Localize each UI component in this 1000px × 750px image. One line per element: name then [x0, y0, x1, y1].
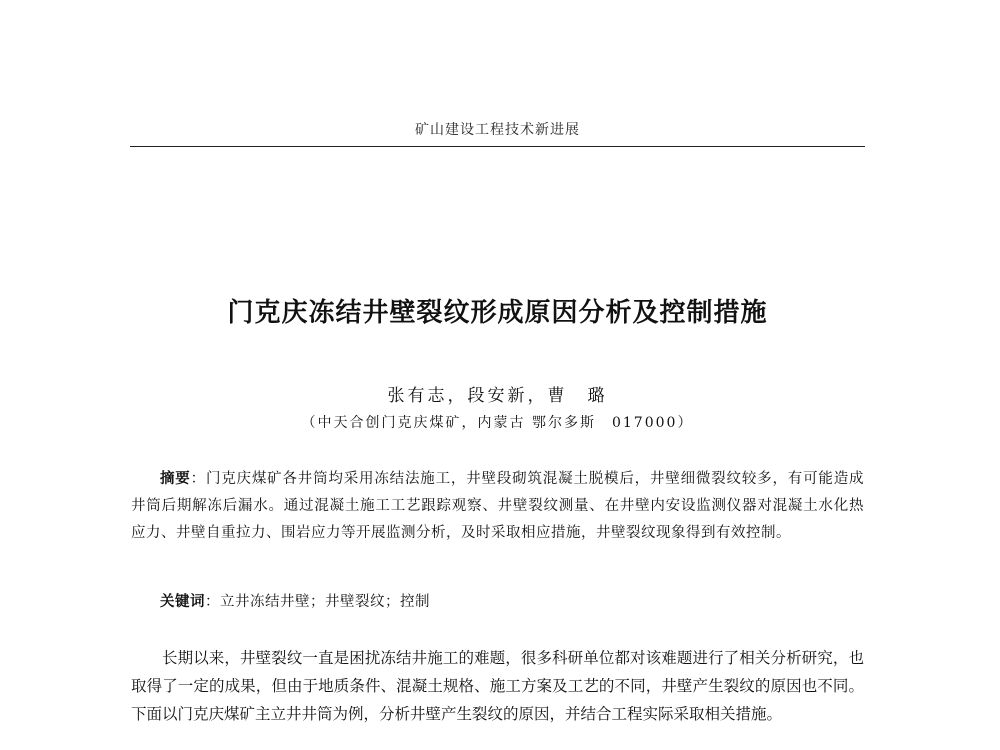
running-header: 矿山建设工程技术新进展 [415, 122, 580, 138]
header-rule [130, 146, 865, 147]
keywords-text: 立井冻结井壁；井壁裂纹；控制 [220, 594, 430, 610]
abstract-separator: ： [190, 471, 206, 487]
keywords-paragraph [131, 589, 864, 616]
article-title: 门克庆冻结井壁裂纹形成原因分析及控制措施 [227, 298, 768, 328]
body-paragraph-1: 长期以来，井壁裂纹一直是困扰冻结井施工的难题，很多科研单位都对该难题进行了相关分析研究，也取得了一定的成果，但由于地质条件、混凝土规格、施工方案及工艺的不同，井壁产生裂纹的原因也不同。下面以门克庆煤矿主立井井筒为例，分析井壁产生裂纹的原因，并结合工程实际采取相关措施。 [131, 649, 864, 723]
abstract-label: 摘要 [160, 471, 191, 487]
keywords-label: 关键词 [160, 594, 205, 610]
abstract-paragraph [131, 466, 864, 547]
abstract-text: 门克庆煤矿各井筒均采用冻结法施工，井壁段砌筑混凝土脱模后，井壁细微裂纹较多，有可能造成井筒后期解冻后漏水。通过混凝土施工工艺跟踪观察、井壁裂纹测量、在井壁内安设监测仪器对混凝土水化热应力、井壁自重拉力、围岩应力等开展监测分析，及时采取相应措施，井壁裂纹现象得到有效控制。 [131, 471, 865, 541]
keywords-separator: ： [205, 594, 220, 610]
article-affiliation: （中天合创门克庆煤矿，内蒙古 鄂尔多斯 017000） [301, 415, 694, 431]
article-authors: 张有志，段安新，曹 璐 [387, 386, 608, 406]
